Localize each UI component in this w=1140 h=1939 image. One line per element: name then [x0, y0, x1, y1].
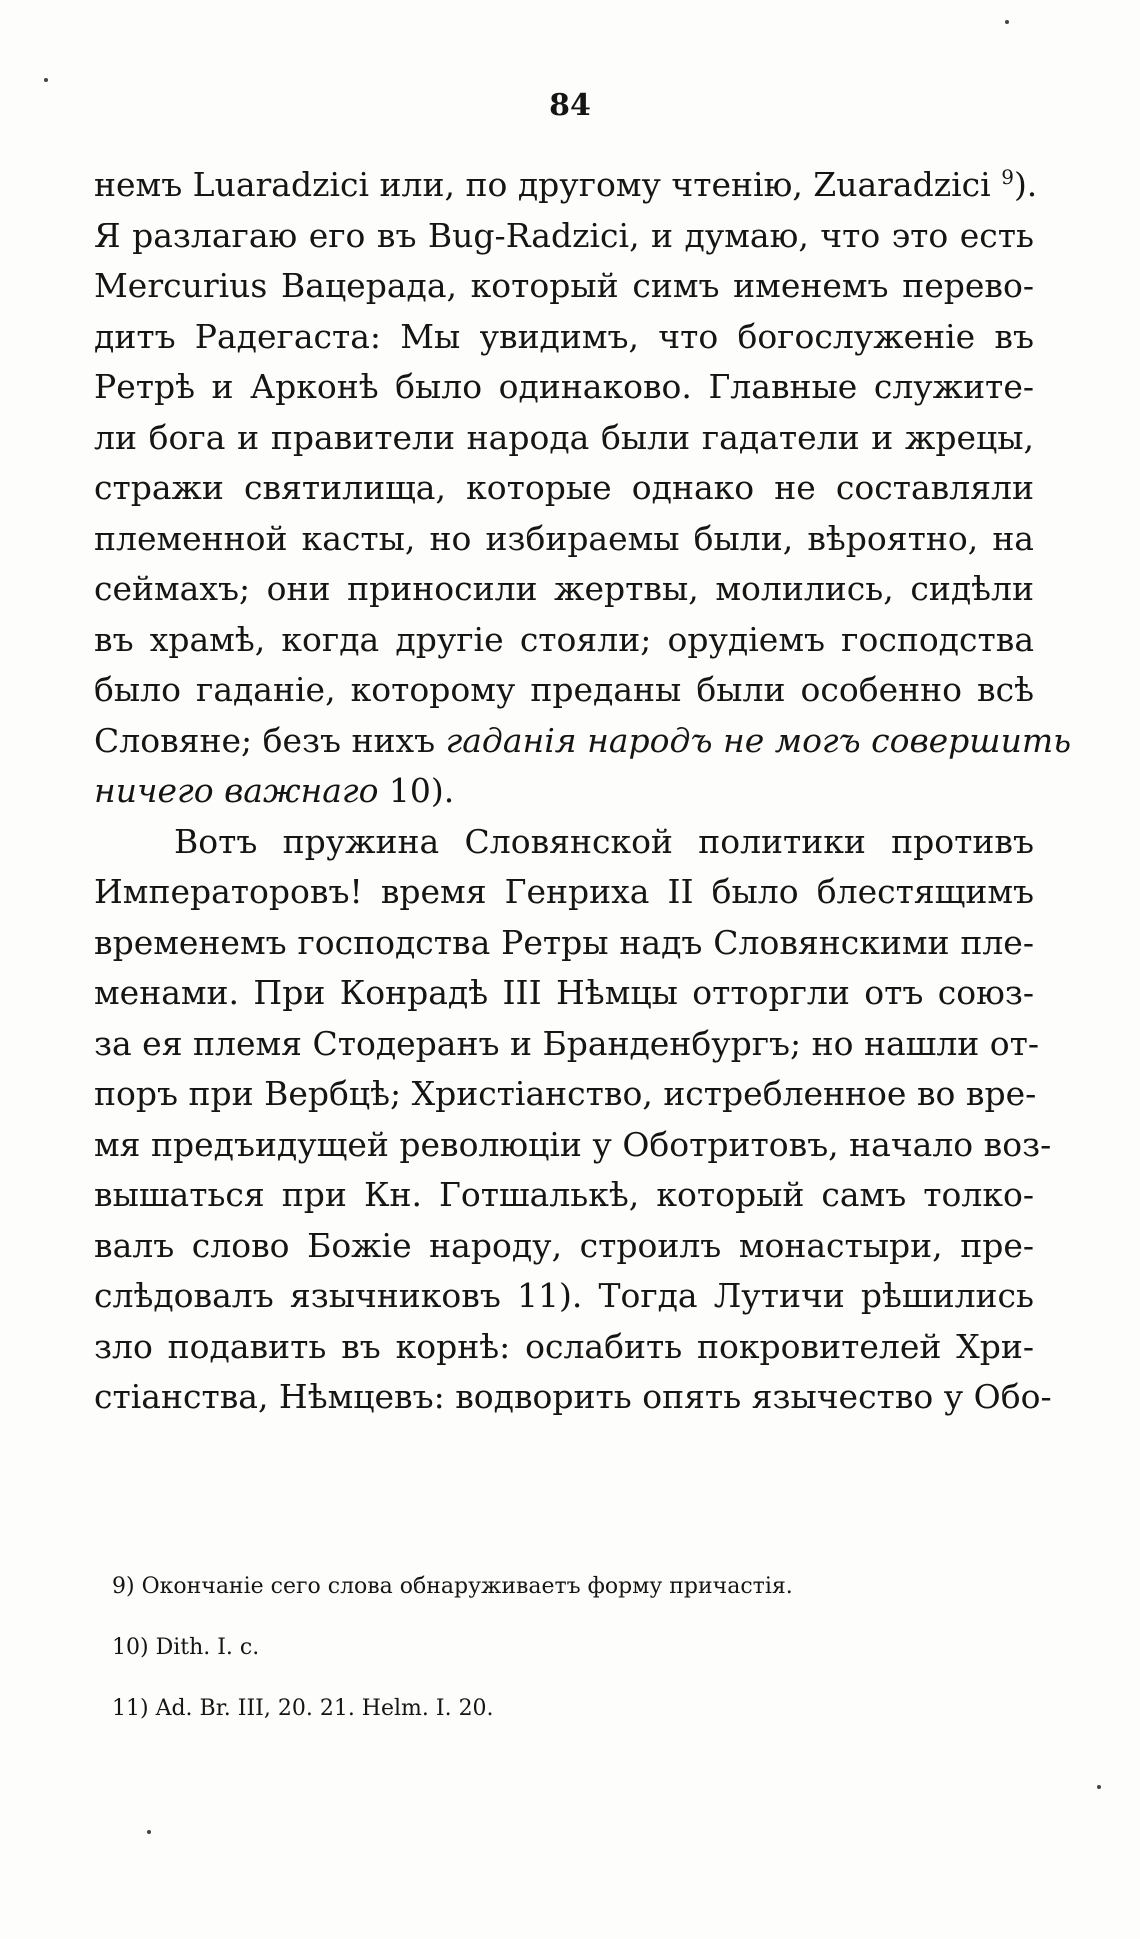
paragraph-2	[94, 817, 1052, 1423]
text-line: поръ при Вербцѣ; Христіанство, истребленное во вре-	[94, 1074, 1037, 1113]
scan-speck	[147, 1830, 151, 1834]
text-line: слѣдовалъ язычниковъ 11). Тогда Лутичи рѣшились	[94, 1276, 1034, 1315]
text-line: менами. При Конрадѣ III Нѣмцы отторгли отъ союз-	[94, 973, 1034, 1012]
scan-speck	[44, 78, 48, 82]
text-line: временемъ господства Ретры надъ Словянскими пле-	[94, 922, 1034, 962]
footnote-ref-9: 9	[1001, 165, 1014, 189]
text-line: сеймахъ; они приносили жертвы, молились, сидѣли	[94, 569, 1034, 608]
text-line: стражи святилища, которые однако не составляли	[94, 468, 1034, 507]
italic-text: ничего важнаго	[94, 771, 379, 810]
text-line: стіанства, Нѣмцевъ: водворить опять язычество у Обо-	[94, 1377, 1052, 1416]
scan-speck	[1097, 1785, 1101, 1789]
text-line: Ретрѣ и Арконѣ было одинаково. Главные служите-	[94, 367, 1034, 406]
page-number: 84	[549, 88, 591, 123]
text-line: зло подавить въ корнѣ: ослабить покровителей Хри-	[94, 1326, 1034, 1366]
text-line: Я разлагаю его въ Bug-Radzici, и думаю, что это есть	[94, 215, 1034, 255]
text-line: за ея племя Стодеранъ и Бранденбургъ; но нашли от-	[94, 1023, 1040, 1063]
main-text	[94, 160, 1072, 1423]
text-line: Mercurius Вацерада, который симъ именемъ перево-	[94, 266, 1034, 305]
footnote-9: 9) Окончаніе сего слова обнаруживаетъ форму причастія.	[112, 1574, 793, 1599]
text-line: въ храмѣ, когда другіе стояли; орудіемъ господства	[94, 619, 1034, 659]
text-line: мя предъидущей революціи у Оботритовъ, начало воз-	[94, 1124, 1052, 1164]
footnote-10: 10) Dith. I. c.	[112, 1635, 260, 1660]
text-line: немъ Luaradzici или, по другому чтенію, Zuaradzici $^9$).	[94, 165, 1038, 204]
text-line: было гаданіе, которому преданы были особенно всѣ	[94, 670, 1034, 709]
text-line: Вотъ пружина Словянской политики противъ	[174, 821, 1034, 861]
footnote-11: 11) Ad. Br. III, 20. 21. Helm. I. 20.	[112, 1696, 494, 1721]
paragraph-1	[94, 160, 1072, 817]
italic-text: гаданія народъ не могъ совершить	[445, 720, 1072, 760]
text-line: ли бога и правители народа были гадатели и жрецы,	[94, 417, 1034, 457]
text-line: вышаться при Кн. Готшалькѣ, который самъ толко-	[94, 1175, 1034, 1214]
text-line: племенной касты, но избираемы были, вѣроятно, на	[94, 518, 1034, 558]
text-line: дитъ Радегаста: Мы увидимъ, что богослуженіе въ	[94, 316, 1034, 356]
text-line: ничего важнаго 10).	[94, 771, 455, 810]
scan-speck	[1005, 20, 1009, 24]
text-line: валъ слово Божіе народу, строилъ монастыри, пре-	[94, 1225, 1034, 1265]
text-line: Словяне; безъ нихъ гаданія народъ не могъ совершить	[94, 720, 1072, 760]
text-line: Императоровъ! время Генриха II было блестящимъ	[94, 872, 1034, 911]
footnotes	[112, 1556, 1012, 1739]
